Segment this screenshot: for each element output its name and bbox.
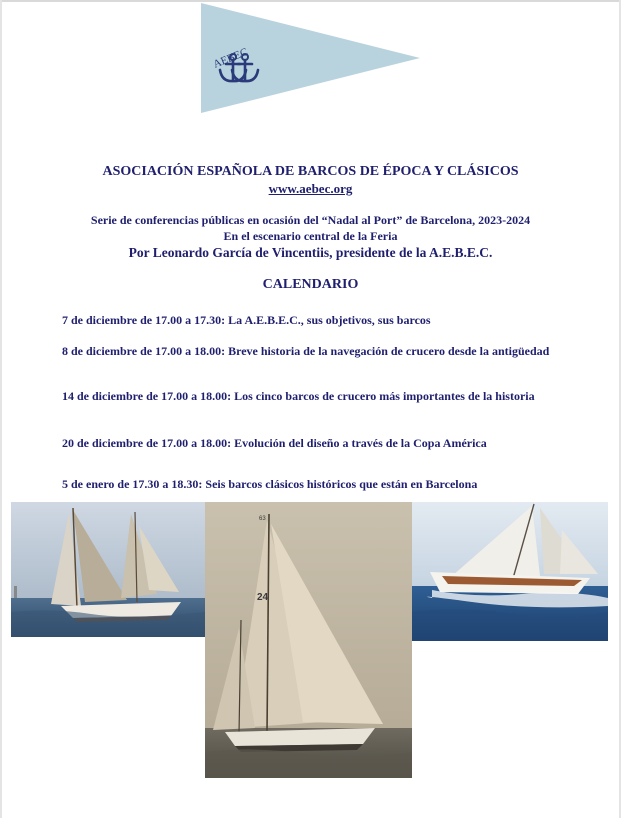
- logo-text: AEBEC: [211, 46, 250, 71]
- speaker-text: Por Leonardo García de Vincentiis, presidente de la A.E.B.E.C.: [128, 245, 493, 260]
- photo-yacht-heeling: [412, 502, 608, 641]
- calendar-event: 20 de diciembre de 17.00 a 18.00: Evolución del diseño a través de la Copa América: [62, 436, 487, 450]
- conference-series-text: Serie de conferencias públicas en ocasión del “Nadal al Port” de Barcelona, 2023-2024: [90, 213, 531, 227]
- left-border: [0, 0, 2, 818]
- calendar-event: 5 de enero de 17.30 a 18.30: Seis barcos clásicos históricos que están en Barcelona: [62, 477, 478, 491]
- calendar-event: 7 de diciembre de 17.00 a 17.30: La A.E.B.E.C., sus objetivos, sus barcos: [62, 313, 431, 327]
- organization-title: ASOCIACIÓN ESPAÑOLA DE BARCOS DE ÉPOCA Y CLÁSICOS: [102, 164, 519, 179]
- aebec-pennant-logo: [198, 0, 424, 116]
- organization-website-link[interactable]: www.aebec.org: [268, 181, 353, 196]
- sail-top-number: 63: [259, 516, 266, 522]
- photo-ketch-sailing: [11, 502, 205, 637]
- venue-text: En el escenario central de la Feria: [223, 229, 398, 243]
- sail-number: 24: [257, 592, 269, 603]
- calendar-event: 8 de diciembre de 17.00 a 18.00: Breve historia de la navegación de crucero desde la antigüedad: [62, 344, 550, 358]
- calendar-heading: CALENDARIO: [262, 277, 359, 292]
- calendar-event: 14 de diciembre de 17.00 a 18.00: Los cinco barcos de crucero más importantes de la historia: [62, 389, 535, 403]
- photo-sloop-sail-24: [205, 502, 412, 778]
